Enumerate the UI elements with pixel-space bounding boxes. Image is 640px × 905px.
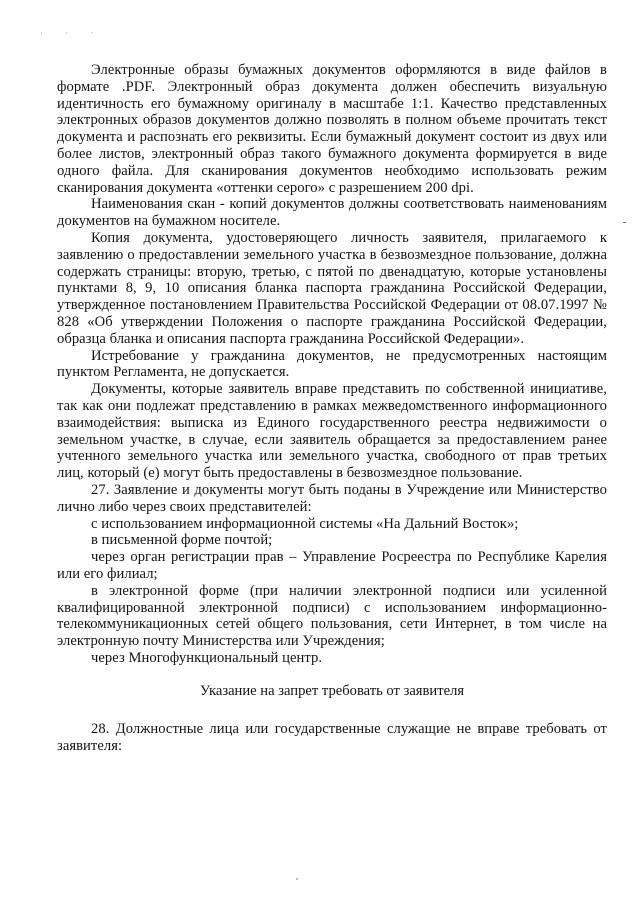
list-item-rosreestr: через орган регистрации прав – Управление Росреестра по Республике Карелия или его филиал;	[57, 549, 607, 582]
paragraph-own-initiative-documents: Документы, которые заявитель вправе представить по собственной инициативе, так как они подлежат представлению в рамках межведомственного информационного взаимодействия: выписка из Единого государственного реестра недвижимости о земельном участке, в случае, если заявитель обращается за предоставлением ранее учтенного земельного участка или земельного участка, свободного от прав третьих лиц, который (е) могут быть предоставлены в безвозмездное пользование.	[57, 381, 607, 482]
scan-artifact-dots: · · ·	[40, 28, 104, 38]
document-page	[57, 62, 607, 755]
paragraph-scan-copy-names: Наименования скан - копий документов должны соответствовать наименованиям документов на бумажном носителе.	[57, 196, 607, 230]
paragraph-electronic-images: Электронные образы бумажных документов оформляются в виде файлов в формате .PDF. Электронный образ документа должен обеспечить визуальную идентичность его бумажному оригиналу в масштабе 1:1. Качество представленных электронных образов документов должно позволять в полном объеме прочитать текст документа и распознать его реквизиты. Если бумажный документ состоит из двух или более листов, электронный образ такого бумажного документа формируется в виде одного файла. Для сканирования документов необходимо использовать режим сканирования документа «оттенки серого» с разрешением 200 dpi.	[57, 62, 607, 196]
paragraph-documents-not-required: Истребование у гражданина документов, не предусмотренных настоящим пунктом Регламента, не допускается.	[57, 347, 607, 381]
list-item-info-system: с использованием информационной системы «На Дальний Восток»;	[91, 515, 519, 532]
paragraph-27-submission: 27. Заявление и документы могут быть поданы в Учреждение или Министерство лично либо через своих представителей:	[57, 481, 607, 515]
scan-artifact-edge	[623, 222, 626, 223]
paragraph-identity-document-copy: Копия документа, удостоверяющего личность заявителя, прилагаемого к заявлению о предоставлении земельного участка в безвозмездное пользование, должна содержать страницы: вторую, третью, с пятой по двенадцатую, которые установлены пунктами 8, 9, 10 описания бланка паспорта гражданина Российской Федерации, утвержденное постановлением Правительства Российской Федерации от 08.07.1997 № 828 «Об утверждении Положения о паспорте гражданина Российской Федерации, образца бланка и описания паспорта гражданина Российской Федерации».	[57, 229, 607, 347]
list-item-by-mail: в письменной форме почтой;	[91, 532, 273, 549]
paragraph-28-prohibition: 28. Должностные лица или государственные служащие не вправе требовать от заявителя:	[57, 721, 607, 755]
scan-artifact-foot	[296, 878, 298, 880]
list-item-electronic-form: в электронной форме (при наличии электронной подписи или усиленной квалифицированной электронной подписи) с использованием информационно-телекоммуникационных сетей общего пользования, сети Интернет, в том числе на электронную почту Министерства или Учреждения;	[57, 582, 607, 650]
list-item-mfc: через Многофункциональный центр.	[91, 649, 323, 666]
section-heading: Указание на запрет требовать от заявителя	[199, 682, 465, 699]
